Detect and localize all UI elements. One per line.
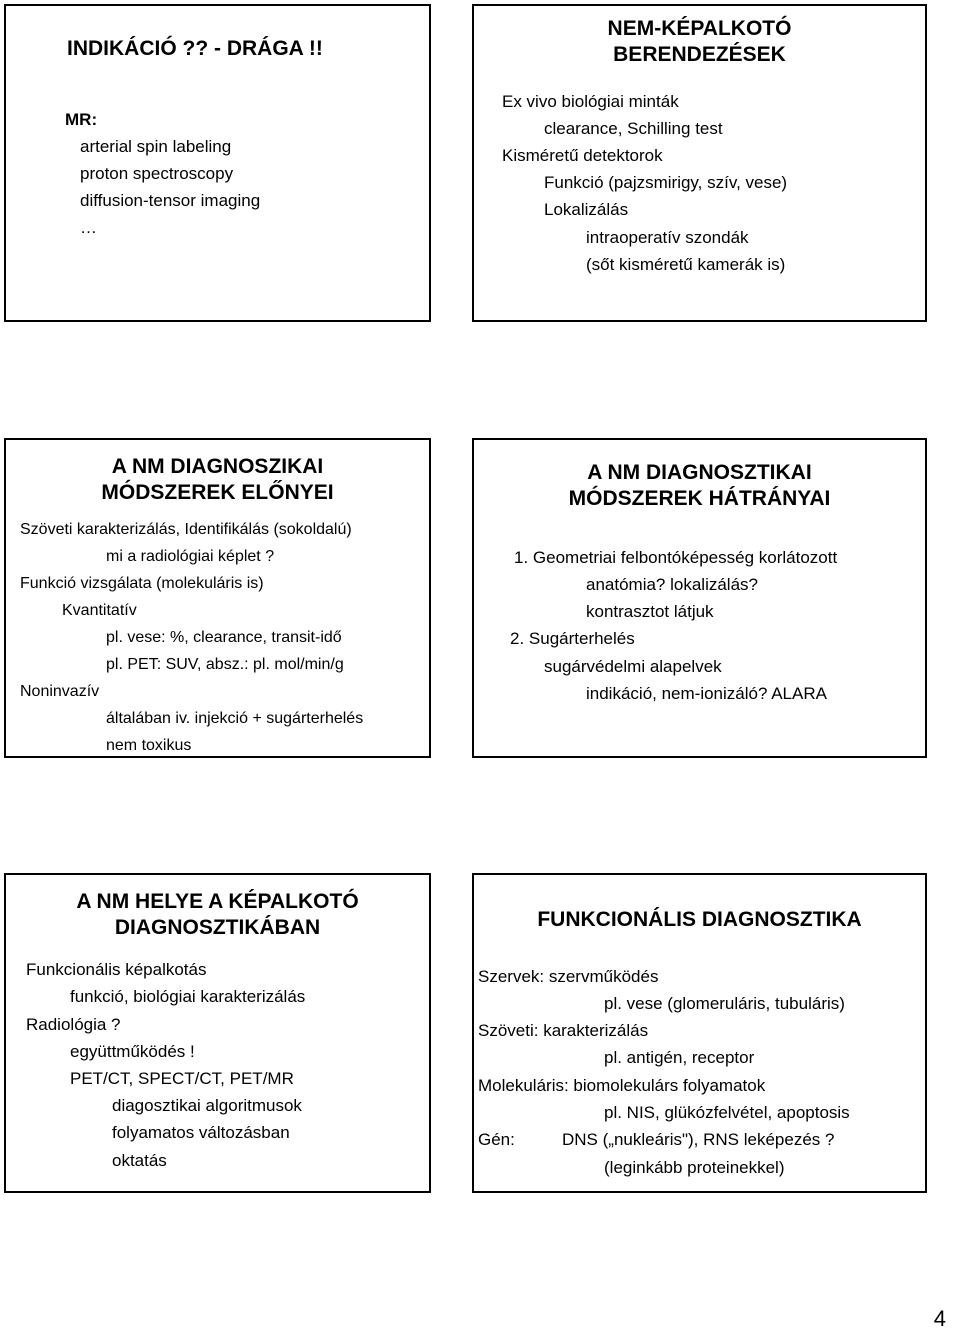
list-item: pl. NIS, glükózfelvétel, apoptosis: [604, 1103, 850, 1122]
list-item: indikáció, nem-ionizáló? ALARA: [586, 684, 827, 703]
list-item: arterial spin labeling: [80, 137, 232, 156]
list-item: általában iv. injekció + sugárterhelés: [106, 710, 364, 727]
list-item: Funkció vizsgálata (molekuláris is): [20, 575, 264, 592]
list-item: nem toxikus: [106, 737, 192, 754]
list-item: proton spectroscopy: [80, 164, 234, 183]
list-item: Molekuláris: biomolekulárs folyamatok: [478, 1076, 766, 1095]
list-item: PET/CT, SPECT/CT, PET/MR: [70, 1069, 294, 1088]
list-item: Lokalizálás: [544, 200, 629, 219]
slide-nem-kepalkoto: [472, 4, 927, 322]
list-item: diffusion-tensor imaging: [80, 191, 261, 210]
slide-funkcionalis: [472, 873, 927, 1193]
slide-title: FUNKCIONÁLIS DIAGNOSZTIKA: [537, 908, 862, 931]
list-item: oktatás: [112, 1151, 167, 1170]
list-item: Szöveti: karakterizálás: [478, 1021, 649, 1040]
slide-indikacio: [4, 4, 431, 322]
list-item: funkció, biológiai karakterizálás: [70, 987, 306, 1006]
slide-title-line2: MÓDSZEREK ELŐNYEI: [101, 481, 334, 504]
list-item: kontrasztot látjuk: [586, 602, 714, 621]
list-item: Kisméretű detektorok: [502, 146, 663, 165]
slide-title-line1: A NM DIAGNOSZTIKAI: [587, 461, 812, 484]
slide-title-line2: MÓDSZEREK HÁTRÁNYAI: [568, 487, 831, 510]
slide-title-line1: NEM-KÉPALKOTÓ: [607, 17, 792, 40]
list-item: Kvantitatív: [62, 602, 137, 619]
list-item: Funkcionális képalkotás: [26, 960, 207, 979]
slide-nm-helye: [4, 873, 431, 1193]
list-item: mi a radiológiai képlet ?: [106, 548, 275, 565]
list-item: Ex vivo biológiai minták: [502, 92, 679, 111]
list-item: Szöveti karakterizálás, Identifikálás (sokoldalú): [20, 521, 352, 538]
list-item: Gén:: [478, 1130, 515, 1149]
list-item: 2. Sugárterhelés: [510, 629, 635, 648]
list-item: sugárvédelmi alapelvek: [544, 657, 722, 676]
list-item: (sőt kisméretű kamerák is): [586, 255, 786, 274]
list-item: (leginkább proteinekkel): [604, 1158, 785, 1177]
list-item: 1. Geometriai felbontóképesség korlátozott: [514, 548, 838, 567]
list-item: pl. vese: %, clearance, transit-idő: [106, 629, 342, 646]
list-item: …: [80, 218, 97, 237]
list-item: pl. antigén, receptor: [604, 1048, 755, 1067]
list-item: együttműködés !: [70, 1042, 195, 1061]
slide-title-line1: A NM HELYE A KÉPALKOTÓ: [76, 890, 359, 913]
slide-title: INDIKÁCIÓ ?? - DRÁGA !!: [67, 37, 323, 60]
list-item: clearance, Schilling test: [544, 119, 723, 138]
list-item: Noninvazív: [20, 683, 100, 700]
list-item: anatómia? lokalizálás?: [586, 575, 758, 594]
list-item: Radiológia ?: [26, 1015, 121, 1034]
list-item: folyamatos változásban: [112, 1123, 290, 1142]
slide-title-line1: A NM DIAGNOSZIKAI: [111, 455, 324, 478]
list-item: pl. PET: SUV, absz.: pl. mol/min/g: [106, 656, 344, 673]
slide-title-line2: DIAGNOSZTIKÁBAN: [114, 916, 321, 939]
list-item: diagosztikai algoritmusok: [112, 1096, 302, 1115]
list-item: intraoperatív szondák: [586, 228, 749, 247]
list-item: pl. vese (glomeruláris, tubuláris): [604, 994, 845, 1013]
page-number: 4: [933, 1306, 946, 1331]
slide-elonyei: [4, 438, 431, 758]
list-item: Funkció (pajzsmirigy, szív, vese): [544, 173, 788, 192]
slide-hatranyai: [472, 438, 927, 758]
slide-title-line2: BERENDEZÉSEK: [613, 43, 786, 66]
list-item: DNS („nukleáris"), RNS leképezés ?: [562, 1130, 835, 1149]
mr-label: MR:: [65, 110, 98, 129]
list-item: Szervek: szervműködés: [478, 967, 659, 986]
